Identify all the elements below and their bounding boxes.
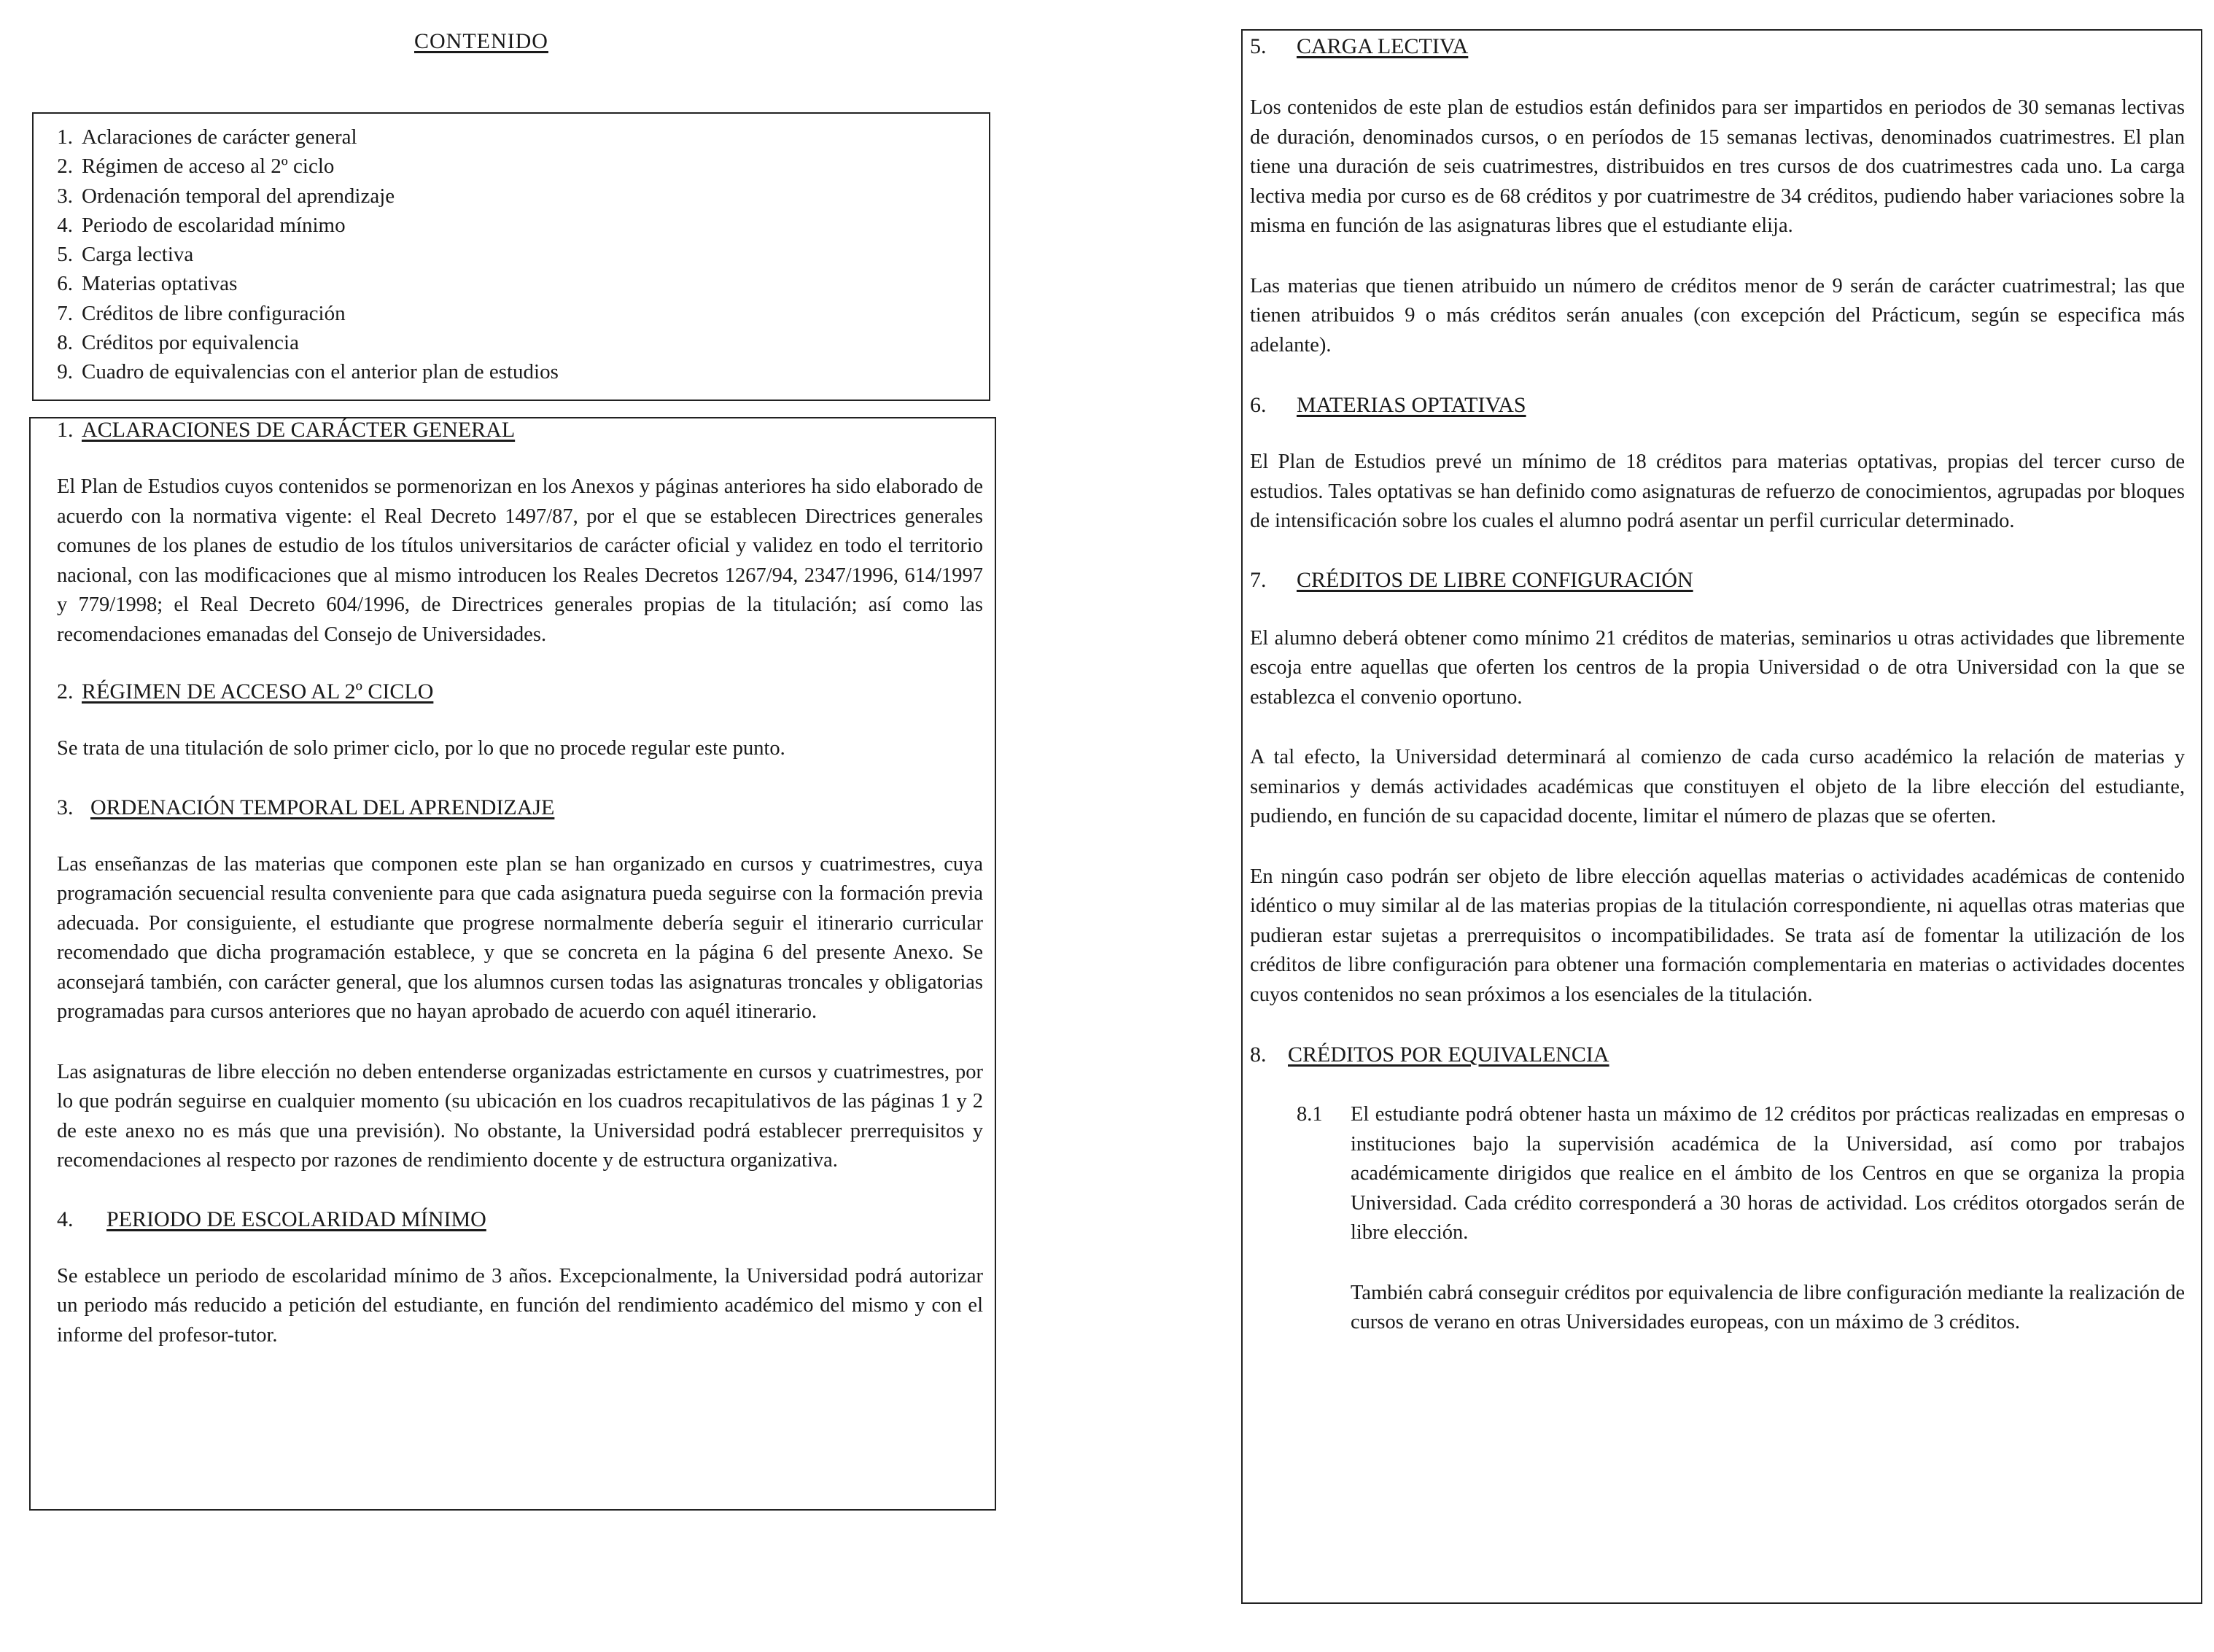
section-7-paragraph: El alumno deberá obtener como mínimo 21 créditos de materias, seminarios u otras actividades que libremente escoja entre aquellas que oferten los centros de la propia Universidad o de otra Universidad con la que se establezca el convenio oportuno. bbox=[1250, 626, 2185, 709]
toc-item: 2. Régimen de acceso al 2º ciclo bbox=[57, 155, 335, 179]
toc-list bbox=[44, 122, 559, 387]
toc-item: 8. Créditos por equivalencia bbox=[57, 331, 299, 355]
section-1-heading: 1. ACLARACIONES DE CARÁCTER GENERAL bbox=[57, 418, 516, 442]
toc-item: 9. Cuadro de equivalencias con el anterior plan de estudios bbox=[57, 360, 559, 384]
left-content-box bbox=[29, 417, 996, 1511]
section-2-paragraph: Se trata de una titulación de solo primer ciclo, por lo que no procede regular este punto. bbox=[57, 737, 785, 760]
section-5-paragraph: Los contenidos de este plan de estudios están definidos para ser impartidos en periodos de 30 semanas lectivas de duración, denominados cursos, o en períodos de 15 semanas lectivas, denominados cuatrimestres. El plan tiene una duración de seis cuatrimestres, distribuidos en tres cursos de dos cuatrimestres cada uno. La carga lectiva media por curso es de 68 créditos y por cuatrimestre de 34 créditos, pudiendo haber variaciones sobre la misma en función de las asignaturas libres que el estudiante elija. bbox=[1250, 96, 2185, 237]
subsection-8-1-paragraph: También cabrá conseguir créditos por equivalencia de libre configuración mediante la realización de cursos de verano en otras Universidades europeas, con un máximo de 3 créditos. bbox=[1351, 1281, 2185, 1333]
subsection-8-1: 8.1 El estudiante podrá obtener hasta un máximo de 12 créditos por prácticas realizadas en empresas o instituciones bajo la supervisión académica de la Universidad, así como por trabajos académicamente dirigidos que realice en el ámbito de los Centros en que se organiza la propia Universidad. Cada crédito corresponderá a 30 horas de actividad. Los créditos otorgados serán de libre elección. También cabrá conseguir créditos por equivalencia de libre configuración mediante la realización de cursos de verano en otras Universidades europeas, con un máximo de 3 créditos. bbox=[1297, 1100, 2185, 1338]
section-3-paragraph: Las enseñanzas de las materias que componen este plan se han organizado en cursos y cuatrimestres, cuya programación secuencial resulta conveniente para que cada asignatura pueda seguirse con la formación previa adecuada. Por consiguiente, el estudiante que progrese normalmente debería seguir el itinerario curricular recomendado que dicha programación establece, y que se concreta en la página 6 del presente Anexo. Se aconsejará también, con carácter general, que los alumnos cursen todas las asignaturas troncales y obligatorias programadas para cursos anteriores que no hayan aprobado de acuerdo con aquél itinerario. bbox=[57, 852, 983, 1023]
toc-title: CONTENIDO bbox=[414, 29, 548, 53]
section-1-paragraph: El Plan de Estudios cuyos contenidos se pormenorizan en los Anexos y páginas anteriores ha sido elaborado de acuerdo con la normativa vigente: el Real Decreto 1497/87, por el que se establecen Directrices generales comunes de los planes de estudio de los títulos universitarios de carácter oficial y validez en todo el territorio nacional, con las modificaciones que al mismo introducen los Reales Decretos 1267/94, 2347/1996, 614/1997 y 779/1998; el Real Decreto 604/1996, de Directrices generales propias de la titulación; así como las recomendaciones emanadas del Consejo de Universidades. bbox=[57, 475, 983, 646]
toc-item: 3. Ordenación temporal del aprendizaje bbox=[57, 184, 395, 208]
section-7-paragraph: A tal efecto, la Universidad determinará al comienzo de cada curso académico la relación de materias y seminarios y demás actividades académicas que constituyen el objeto de la libre elección del estudiante, pudiendo, en función de su capacidad docente, limitar el número de plazas que se oferten. bbox=[1250, 746, 2185, 827]
section-4-heading: 4. PERIODO DE ESCOLARIDAD MÍNIMO bbox=[57, 1207, 486, 1231]
section-2-heading: 2. RÉGIMEN DE ACCESO AL 2º CICLO bbox=[57, 679, 434, 704]
toc-item: 1. Aclaraciones de carácter general bbox=[57, 125, 357, 149]
section-6-heading: 6. MATERIAS OPTATIVAS bbox=[1250, 393, 1526, 417]
toc-item: 5. Carga lectiva bbox=[57, 243, 194, 267]
section-3-heading: 3. ORDENACIÓN TEMPORAL DEL APRENDIZAJE bbox=[57, 795, 555, 819]
toc-box bbox=[32, 112, 990, 401]
section-5-paragraph: Las materias que tienen atribuido un número de créditos menor de 9 serán de carácter cuatrimestral; las que tienen atribuidos 9 o más créditos serán anuales (con excepción del Prácticum, según se especifica más adelante). bbox=[1250, 274, 2185, 356]
section-7-heading: 7. CRÉDITOS DE LIBRE CONFIGURACIÓN bbox=[1250, 567, 1693, 592]
toc-item: 6. Materias optativas bbox=[57, 272, 238, 296]
section-7-paragraph: En ningún caso podrán ser objeto de libre elección aquellas materias o actividades académicas de contenido idéntico o muy similar al de las materias propias de la titulación correspondiente, ni aquellas otras materias que pudieran estar sujetas a prerrequisitos o incompatibilidades. Se trata así de fomentar la utilización de los créditos de libre configuración para obtener una formación complementaria en materias o actividades docentes cuyos contenidos no sean próximos a los esenciales de la titulación. bbox=[1250, 865, 2185, 1006]
toc-item: 7. Créditos de libre configuración bbox=[57, 301, 346, 325]
toc-item: 4. Periodo de escolaridad mínimo bbox=[57, 213, 346, 237]
right-content-box bbox=[1241, 29, 2202, 1604]
section-3-paragraph: Las asignaturas de libre elección no deben entenderse organizadas estrictamente en cursos y cuatrimestres, por lo que podrán seguirse en cualquier momento (su ubicación en los cuadros recapitulativos de las páginas 1 y 2 de este anexo no es más que una previsión). No obstante, la Universidad podrá establecer prerrequisitos y recomendaciones al respecto por razones de rendimiento docente y de estructura organizativa. bbox=[57, 1060, 983, 1172]
section-4-paragraph: Se establece un periodo de escolaridad mínimo de 3 años. Excepcionalmente, la Universidad podrá autorizar un periodo más reducido a petición del estudiante, en función del rendimiento académico del mismo y con el informe del profesor-tutor. bbox=[57, 1264, 983, 1347]
subsection-8-1-paragraph: El estudiante podrá obtener hasta un máximo de 12 créditos por prácticas realizadas en empresas o instituciones bajo la supervisión académica de la Universidad, así como por trabajos académicamente dirigidos que realice en el ámbito de los Centros en que se organiza la propia Universidad. Cada crédito corresponderá a 30 horas de actividad. Los créditos otorgados serán de libre elección. bbox=[1351, 1103, 2185, 1244]
section-5-heading: 5. CARGA LECTIVA bbox=[1250, 34, 1469, 58]
section-6-paragraph: El Plan de Estudios prevé un mínimo de 18 créditos para materias optativas, propias del tercer curso de estudios. Tales optativas se han definido como asignaturas de refuerzo de conocimientos, agrupadas por bloques de intensificación sobre los cuales el alumno podrá asentar un perfil curricular determinado. bbox=[1250, 451, 2185, 532]
section-8-heading: 8. CRÉDITOS POR EQUIVALENCIA bbox=[1250, 1043, 1609, 1067]
